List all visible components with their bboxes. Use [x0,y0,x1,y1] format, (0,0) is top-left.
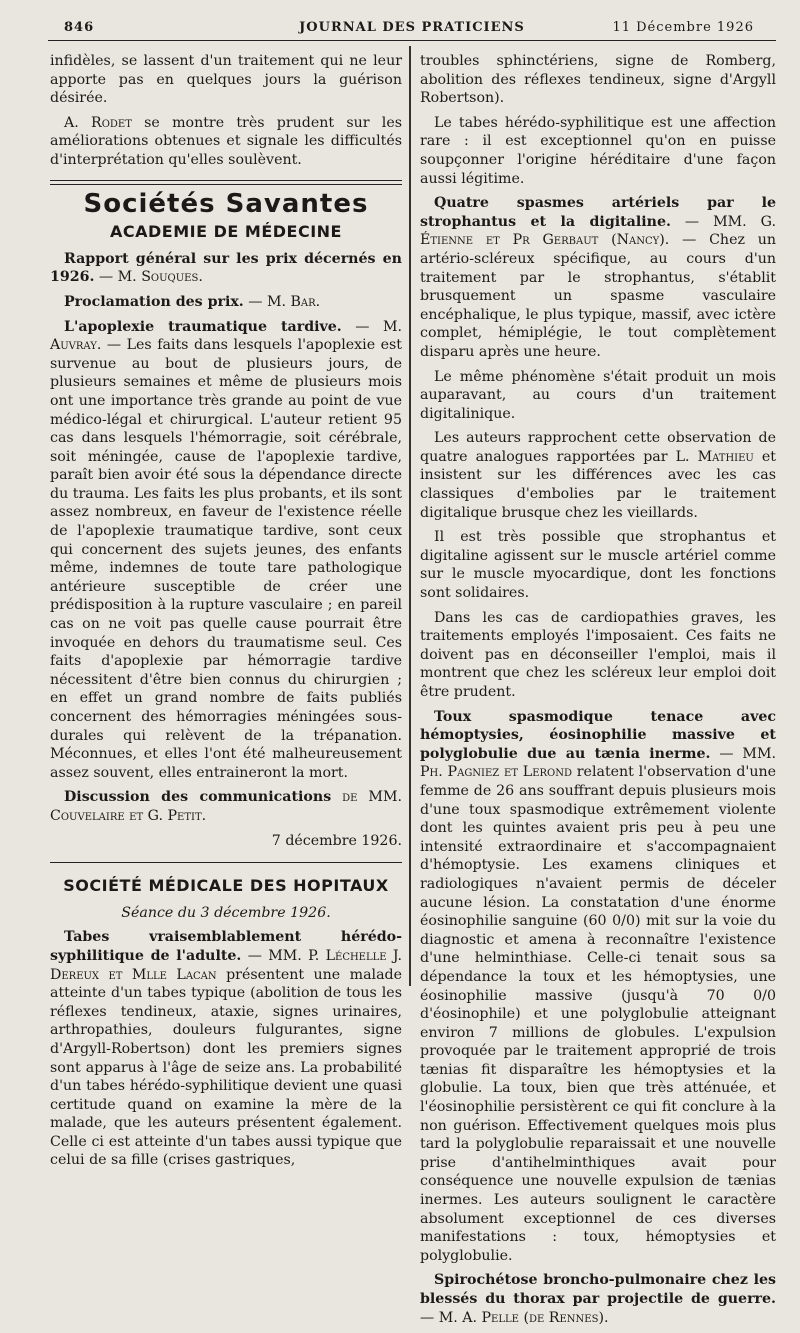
tabes-entry [50,928,402,1170]
toux-title: Toux spasmodique tenace avec hémoptysies, éosinophilie massive et polyglobulie due au tænia inerme. [420,708,776,762]
issue-date: 11 Décembre 1926 [612,20,754,35]
proclamation-entry [50,293,402,312]
spasmes-entry [420,194,776,361]
apoplexie-entry [50,318,402,783]
section-double-rule [50,180,402,185]
toux-authors: — MM. Ph. Pagniez et Lerond [420,745,776,781]
toux-entry [420,708,776,1266]
spasmes-paragraph-4: Il est très possible que strophantus et digitaline agissent sur le muscle artériel comme sur le muscle myocardique, dont les fonctions sont solidaires. [420,529,776,602]
discussion-title: Discussion des communications [64,789,332,806]
rapport-entry [50,250,402,287]
discussion-authors: de MM. Couvelaire et G. Petit. [50,789,402,824]
continuation-paragraph: troubles sphinctériens, signe de Romberg, abolition des réflexes tendineux, signe d'Argyll Robertson). [420,53,776,107]
spasmes-text: Chez un artério-scléreux spécifique, au cours d'un traitement par le strophantus, s'établit brusquement un spasme vasculaire encéphalique, le plus typique, massif, avec ictère complet, hémiplégie, le tout complètement disparu après une heure. [420,232,777,360]
author-mathieu: L. Mathieu [675,448,754,465]
tabes-text: présentent une malade atteinte d'un tabes typique (abolition de tous les réflexes tendineux, ataxie, signes urinaires, arthropathies, douleurs fulgurantes, signe d'Argyll-Robertson) dont les premiers signes sont apparus à l'âge de seize ans. La probabilité d'un tabes hérédo-syphilitique devient une quasi certitude quand on examine la mère de la malade, que les auteurs présentent également. Celle ci est atteinte d'un tabes aussi typique que celui de sa fille (crises gastriques, [50,966,403,1169]
intro-paragraph-2-text: se montre très prudent sur les améliorations obtenues et signale les difficultés d'interprétation qu'elles soulèvent. [50,114,403,168]
section-separator [50,862,402,863]
academie-heading: ACADEMIE DE MÉDECINE [110,222,342,242]
spasmes-p3-text-b: et insistent sur les différences avec les cas classiques d'embolies par le traitement digitalique brusque chez les vieillards. [420,448,777,521]
tabes-conclusion: Le tabes hérédo-syphilitique est une affection rare : il est exceptionnel qu'on en puisse soupçonner l'origine héréditaire d'une façon aussi légitime. [420,114,776,187]
author-rodet: A. Rodet [64,114,132,131]
spiro-title: Spirochétose broncho-pulmonaire chez les blessés du thorax par projectile de guerre. [420,1272,776,1307]
spasmes-paragraph-5: Dans les cas de cardiopathies graves, les traitements employés l'imposaient. Ces faits ne doivent pas en déconseiller l'emploi, mais il montrent que chez les scléreux leur emploi doit être prudent. [420,609,776,700]
spasmes-title: Quatre spasmes artériels par le strophantus et la digitaline. [420,195,776,230]
hopitaux-heading: SOCIÉTÉ MÉDICALE DES HOPITAUX [63,876,389,896]
discussion-date: 7 décembre 1926. [271,832,402,849]
intro-paragraph-2 [50,114,402,170]
spiro-entry [420,1271,776,1327]
spasmes-p3-text-a: Les auteurs rapprochent cette observation de quatre analogues rapportées par [420,430,776,465]
spasmes-authors: — MM. G. Étienne et Pr Gerbaut (Nancy). — [420,213,777,249]
discussion-date-row [50,832,402,851]
rapport-title: Rapport général sur les prix décernés en 1926. [50,250,402,286]
discussion-entry [50,788,402,825]
intro-paragraph-1: infidèles, se lassent d'un traitement qui ne leur apporte pas en quelques jours la guérison désirée. [50,53,402,107]
apoplexie-title: L'apoplexie traumatique tardive. [64,318,342,335]
right-column [420,52,776,1333]
left-column [50,52,402,1176]
seance-date: Séance du 3 décembre 1926. [121,904,331,921]
proclamation-title: Proclamation des prix. [64,293,244,310]
proclamation-author: — M. Bar. [243,293,321,310]
journal-title: JOURNAL DES PRATICIENS [299,20,525,35]
page-number: 846 [64,20,95,35]
toux-text: relatent l'observation d'une femme de 26 ans souffrant depuis plusieurs mois d'une toux spasmodique extrêmement violente dont les quintes avaient pris peu à peu une intensité extraordinaire et s'accompagnaient d'hémoptysie. Les examens cliniques et radiologiques n'avaient permis de déceler aucune lésion. La constatation d'une énorme éosinophilie sanguine (60 0/0) mit sur la voie du diagnostic et amena à reconnaître l'existence d'une helminthiase. Celle-ci tenait sous sa dépendance la toux et les hémoptysies, une éosinophilie massive (jusqu'à 70 0/0 d'éosinophile) et une polyglobulie atteignant environ 7 millions de globules. L'expulsion provoquée par le traitement approprié de trois tænias fit disparaître les hémoptysies et la globulie. La toux, bien que très atténuée, et l'éosinophilie persistèrent ce qui fit conclure à la non guérison. Effectivement quelques mois plus tard la polyglobulie reparaissait et une nouvelle prise d'antihelminthiques avait pour conséquence une nouvelle expulsion de tænias inermes. Les auteurs soulignent le caractère absolument exceptionnel de ces diverses manifestations : toux, hémoptysies et polyglobulie. [420,764,776,1264]
running-header [48,18,776,41]
spasmes-paragraph-3 [420,429,776,522]
column-divider [409,46,411,986]
spiro-author: — M. A. Pelle (de Rennes). [420,1309,609,1326]
apoplexie-author: — M. Auvray. — [50,318,403,354]
rapport-author: — M. Souques. [94,269,203,286]
section-title: Sociétés Savantes [83,188,369,219]
tabes-title: Tabes vraisemblablement hérédo-syphilitique de l'adulte. [50,929,402,964]
tabes-authors: — MM. P. Léchelle J. Dereux et Mlle Lacan [50,947,402,983]
spasmes-paragraph-2: Le même phénomène s'était produit un mois auparavant, au cours d'un traitement digitalinique. [420,368,776,422]
apoplexie-text: Les faits dans lesquels l'apoplexie est survenue au bout de plusieurs jours, de plusieurs semaines et même de plusieurs mois ont une importance très grande au point de vue médico-légal et chirurgical. L'auteur retient 95 cas dans lesquels l'hémorragie, soit cérébrale, soit méningée, cause de l'apoplexie tardive, paraît bien avoir été sous la dépendance directe du trauma. Les faits les plus probants, et ils sont assez nombreux, en faveur de l'existence réelle de l'apoplexie traumatique tardive, sont ceux qui concernent des sujets jeunes, des enfants même, indemnes de toute tare pathologique antérieure susceptible de créer une prédisposition à la rupture vasculaire ; en pareil cas on ne voit pas quelle cause pourrait être invoquée en dehors du traumatisme seul. Ces faits d'apoplexie par hémorragie tardive nécessitent d'être bien connus du chirurgien ; en effet un grand nombre de faits publiés concernent des hémorragies méningées sous-durales qui relèvent de la trépanation. Méconnues, et elles l'ont été malheureusement assez souvent, elles entraineront la mort. [50,337,402,781]
